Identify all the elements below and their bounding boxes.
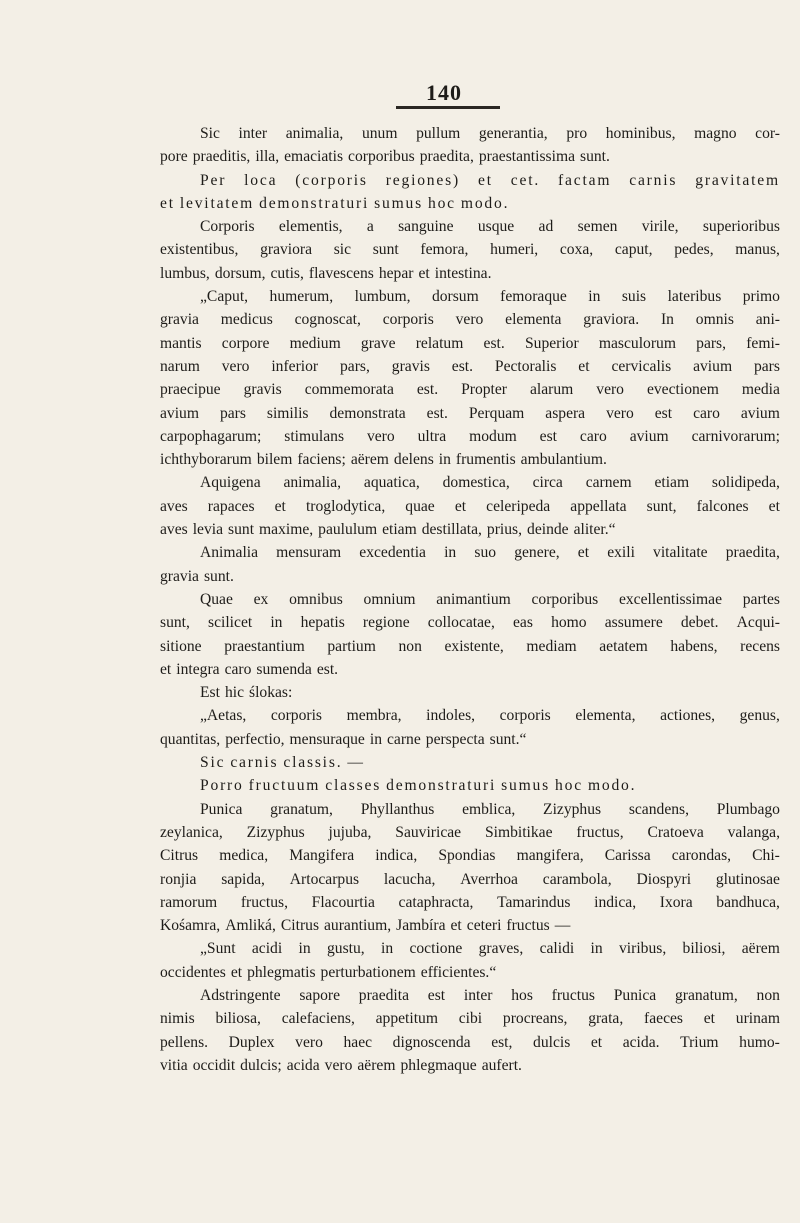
text-line: Per loca (corporis regiones) et cet. factam carnis gravitatem (200, 171, 780, 189)
text-line: Kośamra, Amliká, Citrus aurantium, Jambíra et ceteri fructus — (160, 917, 571, 935)
paragraph (160, 937, 780, 984)
text-line: zeylanica, Zizyphus jujuba, Sauviricae Simbitikae fructus, Cratoeva valanga, (160, 823, 780, 841)
paragraph (160, 774, 780, 797)
page-number: 140 (426, 80, 462, 105)
paragraph (160, 541, 780, 588)
paragraph (160, 122, 780, 169)
text-line: pore praeditis, illa, emaciatis corporibus praedita, praestantissima sunt. (160, 148, 610, 166)
text-line: quantitas, perfectio, mensuraque in carne perspecta sunt.“ (160, 730, 527, 748)
text-line: mantis corpore medium grave relatum est. Superior masculorum pars, femi- (160, 334, 780, 352)
body-text (160, 122, 780, 1077)
text-line: aves rapaces et troglodytica, quae et celeripeda appellata sunt, falcones et (160, 497, 780, 515)
text-line: gravia medicus cognoscat, corporis vero elementa graviora. In omnis ani- (160, 311, 780, 329)
paragraph (160, 588, 780, 681)
paragraph (160, 285, 780, 471)
paragraph (160, 681, 780, 704)
text-line: et integra caro sumenda est. (160, 660, 339, 678)
text-line: Aquigena animalia, aquatica, domestica, circa carnem etiam solidipeda, (200, 474, 780, 492)
paragraph (160, 751, 780, 774)
text-line: occidentes et phlegmatis perturbationem efficientes.“ (160, 963, 497, 981)
paragraph (160, 169, 780, 216)
text-line: carpophagarum; stimulans vero ultra modum est caro avium carnivorarum; (160, 427, 780, 445)
text-line: sitione praestantium partium non existente, mediam aetatem habens, recens (160, 637, 780, 655)
text-line: „Sunt acidi in gustu, in coctione graves, calidi in viribus, biliosi, aërem (200, 940, 780, 958)
paragraph (160, 798, 780, 938)
text-line: Animalia mensuram excedentia in suo genere, et exili vitalitate praedita, (200, 544, 780, 562)
text-line: Adstringente sapore praedita est inter hos fructus Punica granatum, non (200, 986, 780, 1004)
text-line: Citrus medica, Mangifera indica, Spondias mangifera, Carissa carondas, Chi- (160, 847, 780, 865)
text-line: aves levia sunt maxime, paululum etiam destillata, prius, deinde aliter.“ (160, 521, 616, 539)
text-line: Porro fructuum classes demonstraturi sumus hoc modo. (200, 777, 637, 795)
text-line: Sic carnis classis. — (200, 754, 365, 772)
text-line: pellens. Duplex vero haec dignoscenda est, dulcis et acida. Trium humo- (160, 1033, 780, 1051)
paragraph (160, 471, 780, 541)
text-line: lumbus, dorsum, cutis, flavescens hepar et intestina. (160, 264, 492, 282)
text-line: Sic inter animalia, unum pullum generantia, pro hominibus, magno cor- (200, 125, 780, 142)
paragraph (160, 704, 780, 751)
text-line: sunt, scilicet in hepatis regione collocatae, eas homo assumere debet. Acqui- (160, 614, 780, 632)
text-line: vitia occidit dulcis; acida vero aërem phlegmaque aufert. (160, 1056, 522, 1074)
text-line: et levitatem demonstraturi sumus hoc modo. (160, 194, 510, 212)
text-line: „Caput, humerum, lumbum, dorsum femoraque in suis lateribus primo (200, 288, 780, 306)
paragraph (160, 984, 780, 1077)
page-number-rule (396, 106, 500, 109)
text-line: avium pars similis demonstrata est. Perquam aspera vero est caro avium (160, 404, 780, 422)
paragraph (160, 215, 780, 285)
text-line: Punica granatum, Phyllanthus emblica, Zizyphus scandens, Plumbago (200, 800, 780, 818)
text-line: ronjia sapida, Artocarpus lacucha, Averrhoa carambola, Diospyri glutinosae (160, 870, 780, 888)
text-line: Corporis elementis, a sanguine usque ad semen virile, superioribus (200, 218, 780, 236)
text-line: nimis biliosa, calefaciens, appetitum cibi procreans, grata, faeces et urinam (160, 1010, 780, 1028)
text-line: Quae ex omnibus omnium animantium corporibus excellentissimae partes (200, 590, 780, 608)
text-line: gravia sunt. (160, 567, 234, 585)
text-line: existentibus, graviora sic sunt femora, humeri, coxa, caput, pedes, manus, (160, 241, 780, 259)
text-line: ramorum fructus, Flacourtia cataphracta, Tamarindus indica, Ixora bandhuca, (160, 893, 780, 911)
text-line: praecipue gravis commemorata est. Propter alarum vero evectionem media (160, 381, 780, 399)
text-line: ichthyborarum bilem faciens; aërem delens in frumentis ambulantium. (160, 451, 607, 469)
text-line: Est hic ślokas: (200, 684, 293, 702)
text-line: narum vero inferior pars, gravis est. Pectoralis et cervicalis avium pars (160, 357, 780, 375)
text-line: „Aetas, corporis membra, indoles, corporis elementa, actiones, genus, (200, 707, 780, 725)
